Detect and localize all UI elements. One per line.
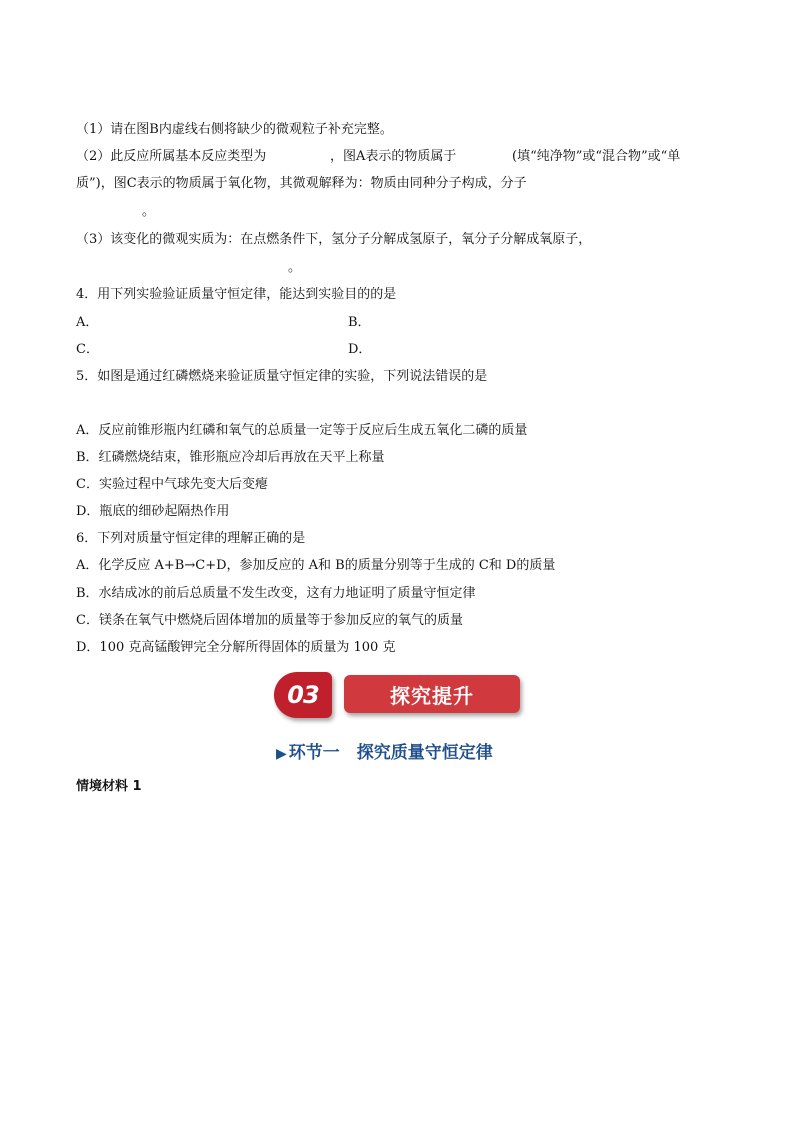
q6-stem: 6．下列对质量守恒定律的理解正确的是	[76, 531, 306, 546]
q3-part3-end: 。	[288, 260, 302, 275]
q5-stem: 5．如图是通过红磷燃烧来验证质量守恒定律的实验，下列说法错误的是	[76, 369, 488, 384]
q6-option-d: D．100 克高锰酸钾完全分解所得固体的质量为 100 克	[76, 640, 396, 655]
q4-option-a: A．	[76, 315, 99, 330]
section-title-bar	[344, 675, 520, 713]
section-banner	[274, 672, 524, 720]
q4-option-b: B．	[348, 315, 371, 330]
section-subtitle	[276, 741, 493, 766]
q3-part2-line2: 质”)，图C表示的物质属于氧化物，其微观解释为：物质由同种分子构成，分子	[76, 176, 527, 191]
q6-option-a: A．化学反应 A+B→C+D，参加反应的 A和 B的质量分别等于生成的 C和 D的质量	[76, 558, 556, 573]
section-subtitle-text: 环节一 探究质量守恒定律	[288, 743, 493, 763]
q5-option-b: B．红磷燃烧结束，锥形瓶应冷却后再放在天平上称量	[76, 450, 385, 465]
q3-part2-c: (填“纯净物”或“混合物”或“单	[512, 149, 681, 164]
section-number: 03	[287, 681, 319, 709]
q6-option-c: C．镁条在氧气中燃烧后固体增加的质量等于参加反应的氧气的质量	[76, 613, 463, 628]
q3-part1: （1）请在图B内虚线右侧将缺少的微观粒子补充完整。	[76, 122, 393, 137]
q3-part3: （3）该变化的微观实质为：在点燃条件下，氢分子分解成氢原子，氧分子分解成氧原子，	[76, 232, 592, 247]
q5-option-c: C．实验过程中气球先变大后变瘪	[76, 477, 268, 492]
section-title: 探究提升	[390, 683, 474, 708]
q4-stem: 4．用下列实验验证质量守恒定律，能达到实验目的的是	[76, 287, 397, 302]
triangle-marker-icon: ▶	[276, 746, 287, 762]
q4-option-c: C．	[76, 342, 99, 357]
q5-option-a: A．反应前锥形瓶内红磷和氧气的总质量一定等于反应后生成五氧化二磷的质量	[76, 423, 528, 438]
section-number-badge	[274, 672, 332, 718]
q3-part2-a: （2）此反应所属基本反应类型为	[76, 149, 267, 164]
q4-option-d: D．	[348, 342, 372, 357]
q6-option-b: B．水结成冰的前后总质量不发生改变，这有力地证明了质量守恒定律	[76, 586, 476, 601]
material-label: 情境材料 1	[76, 779, 142, 794]
q3-part2-end: 。	[142, 204, 156, 219]
q5-option-d: D．瓶底的细砂起隔热作用	[76, 504, 230, 519]
q3-part2-b: ，图A表示的物质属于	[330, 149, 457, 164]
